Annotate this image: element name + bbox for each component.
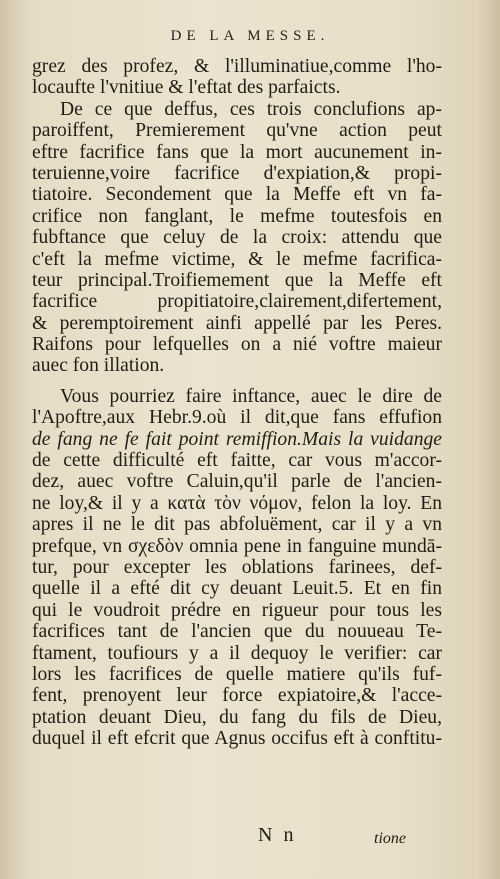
text-line: facrifice propitiatoire,clairement,difertement, — [32, 291, 442, 313]
text-line: grez des profez, & l'illuminatiue,comme l'ho- — [32, 56, 442, 77]
text-line: Vous pourriez faire inftance, auec le dire de — [60, 385, 442, 407]
text-line: ftament, toufiours y a il dequoy le verifier: car — [32, 642, 442, 664]
text-line: De ce que deffus, ces trois conclufions ap- — [60, 98, 442, 120]
body-text — [32, 56, 442, 750]
text-line: teur principal.Troifiemement que la Meffe eft — [32, 269, 442, 291]
text-line: ptation deuant Dieu, du fang du fils de Dieu, — [32, 706, 442, 728]
text-line: quelle il a efté dit cy deuant Leuit.5. Et en fin — [32, 578, 442, 600]
text-line: ne loy,& il y a κατὰ τὸν νόμον, felon la loy. En — [32, 492, 442, 514]
text-line: c'eft la mefme victime, & le mefme facrifica- — [32, 248, 442, 270]
text-line: Raifons pour lefquelles on a nié voftre maieur — [32, 334, 442, 356]
text-line: prefque, vn σχεδὸν omnia pene in fanguine mundā- — [32, 535, 442, 557]
running-head: DE LA MESSE. — [170, 28, 330, 44]
text-line: lors les facrifices de quelle matiere qu'ils fuf- — [32, 663, 442, 685]
text-line: qui le voudroit prédre en rigueur pour tous les — [32, 599, 442, 621]
text-line: apres il ne le dit pas abfoluëment, car il y a vn — [32, 514, 442, 536]
text-line: tiatoire. Secondement que la Meffe eft vn fa- — [32, 184, 442, 206]
text-line: & peremptoirement ainfi appellé par les Peres. — [32, 312, 442, 334]
text-line: auec fon illation. — [32, 355, 165, 377]
text-line: crifice non fanglant, le mefme toutesfois en — [32, 205, 442, 227]
text-line: teruienne,voire facrifice d'expiation,& propi- — [32, 162, 442, 184]
text-line: l'Apoftre,aux Hebr.9.où il dit,que fans effufion — [32, 407, 442, 429]
text-line: fubftance que celuy de la croix: attendu que — [32, 227, 442, 249]
text-line: locaufte l'vnitiue & l'eftat des parfaicts. — [32, 77, 341, 99]
catchword: tione — [374, 830, 406, 847]
text-line: paroiffent, Premierement qu'vne action peut — [32, 120, 442, 142]
text-line: duquel il eft efcrit que Agnus occifus eft à conftitu- — [32, 728, 442, 750]
text-line: de cette difficulté eft faitte, car vous m'accor- — [32, 450, 442, 472]
text-line: dez, auec voftre Caluin,qu'il parle de l'ancien- — [32, 471, 442, 493]
page-edge-shadow — [478, 0, 500, 879]
text-line: facrifices tant de l'ancien que du nouueau Te- — [32, 621, 442, 643]
signature-mark: N n — [258, 824, 297, 846]
text-line: tur, pour excepter les oblations farinees, def- — [32, 556, 442, 578]
text-line: de fang ne fe fait point remiffion.Mais la vuidange — [32, 428, 442, 450]
text-line: fent, prenoyent leur force expiatoire,& l'acce- — [32, 685, 442, 707]
text-line: eftre facrifice fans que la mort aucunement in- — [32, 141, 442, 163]
